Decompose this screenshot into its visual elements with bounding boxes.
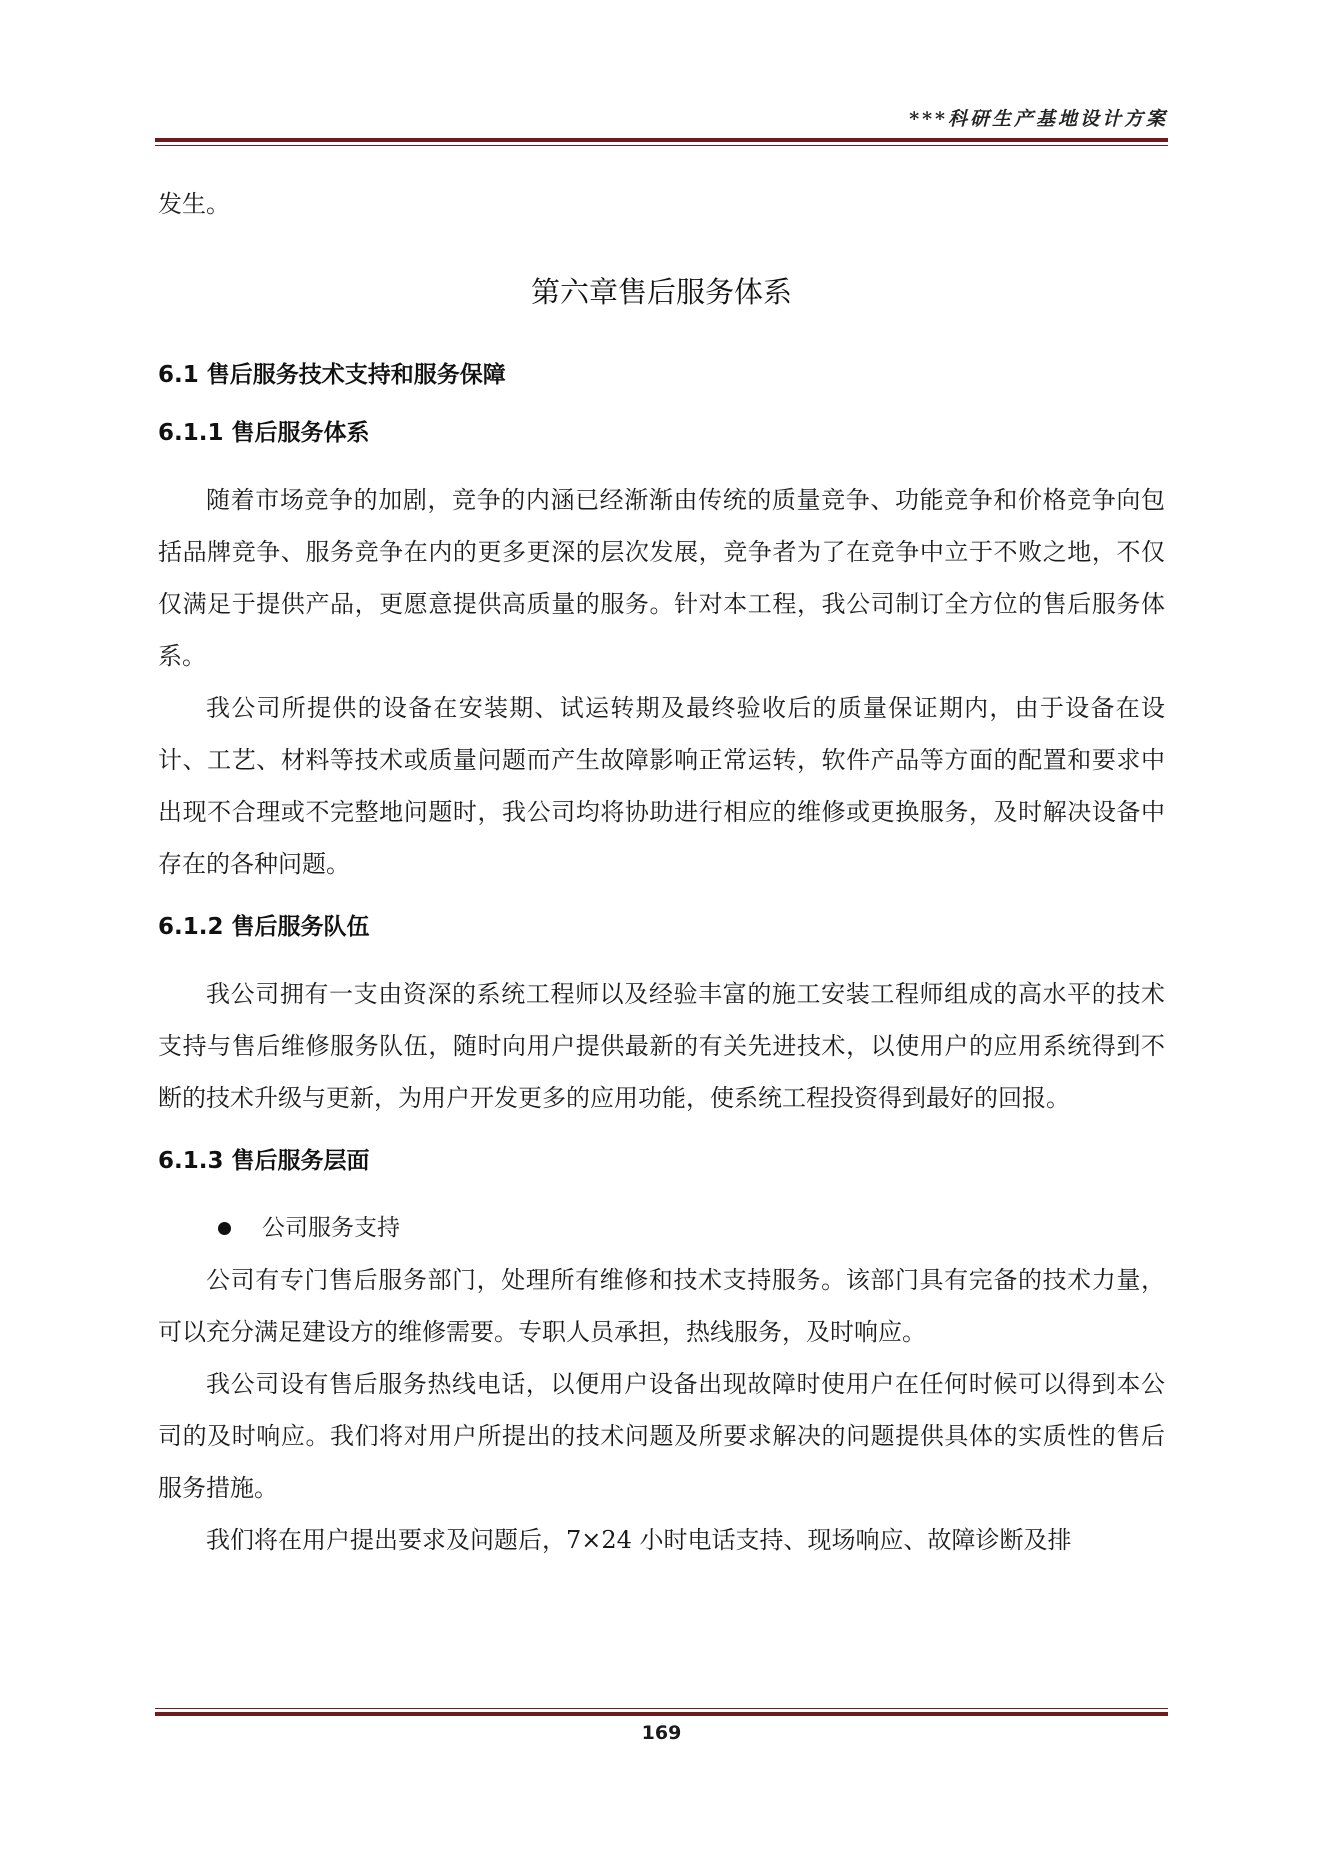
paragraph: 我公司设有售后服务热线电话，以便用户设备出现故障时使用户在任何时候可以得到本公司的及时响应。我们将对用户所提出的技术问题及所要求解决的问题提供具体的实质性的售后服务措施。 — [158, 1370, 1165, 1502]
header-rule-thick — [155, 138, 1168, 142]
section-heading-6-1: 6.1 售后服务技术支持和服务保障 — [158, 362, 506, 388]
section-heading-6-1-1: 6.1.1 售后服务体系 — [158, 420, 370, 446]
bullet-dot-icon — [218, 1222, 231, 1235]
document-header-title: ***科研生产基地设计方案 — [909, 108, 1168, 130]
page-number: 169 — [641, 1722, 682, 1744]
footer-rule-thin — [155, 1708, 1168, 1709]
paragraph: 随着市场竞争的加剧，竞争的内涵已经渐渐由传统的质量竞争、功能竞争和价格竞争向包括品牌竞争、服务竞争在内的更多更深的层次发展，竞争者为了在竞争中立于不败之地，不仅仅满足于提供产品，更愿意提供高质量的服务。针对本工程，我公司制订全方位的售后服务体系。 — [158, 486, 1165, 670]
paragraph: 我们将在用户提出要求及问题后，7×24 小时电话支持、现场响应、故障诊断及排 — [206, 1526, 1072, 1554]
header-rule-thin — [155, 145, 1168, 146]
chapter-title: 第六章售后服务体系 — [530, 275, 792, 309]
bullet-text: 公司服务支持 — [262, 1215, 400, 1241]
footer-rule-thick — [155, 1712, 1168, 1716]
paragraph: 我公司所提供的设备在安装期、试运转期及最终验收后的质量保证期内，由于设备在设计、工艺、材料等技术或质量问题而产生故障影响正常运转，软件产品等方面的配置和要求中出现不合理或不完整地问题时，我公司均将协助进行相应的维修或更换服务，及时解决设备中存在的各种问题。 — [158, 694, 1165, 878]
section-heading-6-1-2: 6.1.2 售后服务队伍 — [158, 914, 370, 940]
bullet-item — [158, 1202, 1165, 1254]
paragraph: 我公司拥有一支由资深的系统工程师以及经验丰富的施工安装工程师组成的高水平的技术支持与售后维修服务队伍，随时向用户提供最新的有关先进技术，以使用户的应用系统得到不断的技术升级与更新，为用户开发更多的应用功能，使系统工程投资得到最好的回报。 — [158, 980, 1165, 1112]
page-body — [158, 178, 1165, 1566]
section-heading-6-1-3: 6.1.3 售后服务层面 — [158, 1148, 370, 1174]
paragraph: 公司有专门售后服务部门，处理所有维修和技术支持服务。该部门具有完备的技术力量，可以充分满足建设方的维修需要。专职人员承担，热线服务，及时响应。 — [158, 1266, 1165, 1346]
continued-text: 发生。 — [158, 190, 230, 218]
